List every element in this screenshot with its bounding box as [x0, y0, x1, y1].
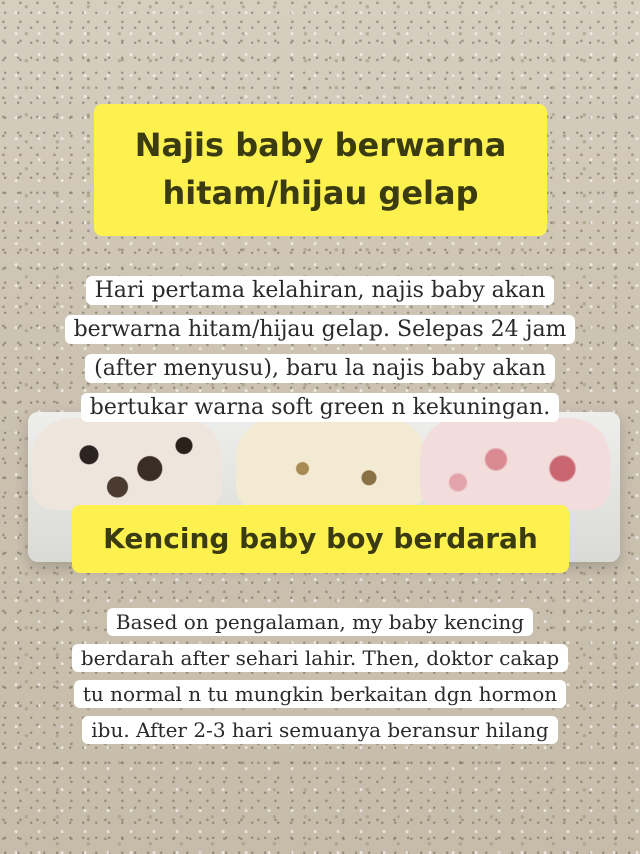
- text-line: bertukar warna soft green n kekuningan.: [81, 393, 559, 422]
- text-line: Hari pertama kelahiran, najis baby akan: [86, 276, 555, 305]
- cookies-cream-scoop: [32, 418, 222, 510]
- heading-line: hitam/hijau gelap: [162, 174, 479, 212]
- heading-text: Kencing baby boy berdarah: [103, 522, 538, 555]
- text-line: ibu. After 2-3 hari semuanya beransur hilang: [82, 716, 557, 744]
- vanilla-scoop: [236, 418, 426, 510]
- text-line: tu normal n tu mungkin berkaitan dgn hormon: [74, 680, 566, 708]
- heading-bloody-urine: [72, 505, 569, 573]
- text-line: Based on pengalaman, my baby kencing: [107, 608, 533, 636]
- paragraph-stool-color: [0, 271, 640, 427]
- text-line: berwarna hitam/hijau gelap. Selepas 24 jam: [65, 315, 576, 344]
- text-line: (after menyusu), baru la najis baby akan: [85, 354, 555, 383]
- text-line: berdarah after sehari lahir. Then, doktor cakap: [72, 644, 568, 672]
- heading-black-green-stool: [94, 104, 547, 236]
- strawberry-scoop: [420, 418, 610, 510]
- paragraph-bloody-urine: [0, 604, 640, 748]
- heading-line: Najis baby berwarna: [134, 126, 507, 164]
